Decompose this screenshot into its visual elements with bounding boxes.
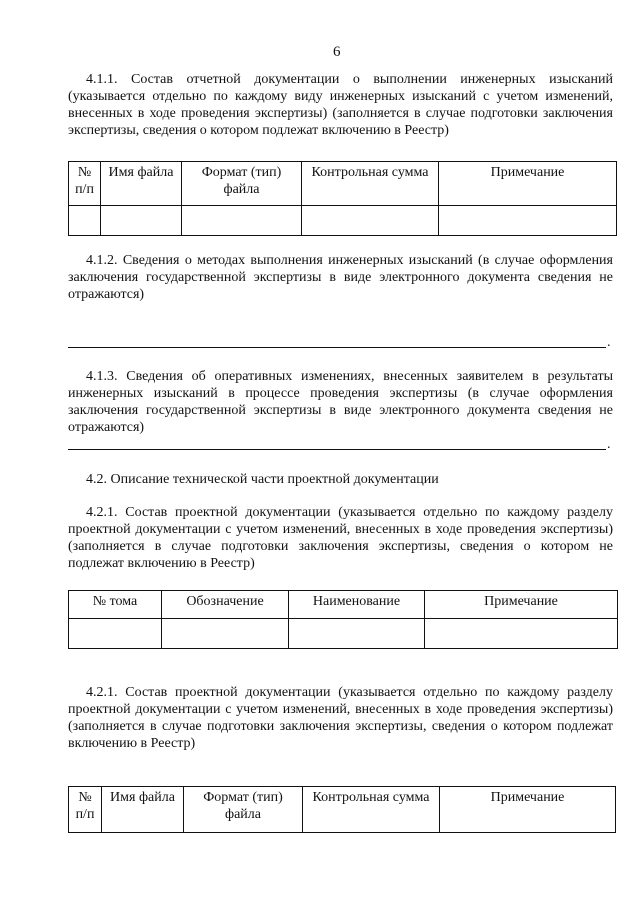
section-4-2-1-table [68,590,618,649]
section-4-2-1-registry-table [68,786,616,833]
fill-line-end: . [607,335,611,350]
col-header-checksum: Контрольная сумма [302,162,439,206]
fill-line [68,449,606,450]
col-header-note: Примечание [439,162,617,206]
col-header-note: Примечание [440,787,616,833]
col-header-designation: Обозначение [162,591,289,619]
col-header-number: № п/п [69,787,102,833]
section-4-2-1-registry-text: 4.2.1. Состав проектной документации (указывается отдельно по каждому разделу проектной документации с учетом изменений, внесенных в ходе проведения экспертизы) (заполняется в случае подготовки заключения экспертизы, сведения о котором подлежат включению в Реестр) [68,685,613,751]
col-header-number: № п/п [69,162,101,206]
table-header-row [69,591,618,619]
section-4-2-1-text: 4.2.1. Состав проектной документации (указывается отдельно по каждому разделу проектной документации с учетом изменений, внесенных в ходе проведения экспертизы) (заполняется в случае подготовки заключения экспертизы, сведения о котором не подлежат включению в Реестр) [68,505,613,571]
table-header-row [69,787,616,833]
section-4-1-2-text: 4.1.2. Сведения о методах выполнения инженерных изысканий (в случае оформления заключения государственной экспертизы в виде электронного документа сведения не отражаются) [68,253,613,302]
col-header-format: Формат (тип) файла [184,787,303,833]
fill-line-end: . [607,437,611,452]
col-header-filename: Имя файла [102,787,184,833]
page-number: 6 [333,44,341,60]
section-4-1-1-text: 4.1.1. Состав отчетной документации о выполнении инженерных изысканий (указывается отдельно по каждому виду инженерных изысканий с учетом изменений, внесенных в ходе проведения экспертизы) (заполняется в случае подготовки заключения экспертизы, сведения о котором подлежат включению в Реестр) [68,72,613,138]
table-row [69,619,618,649]
col-header-checksum: Контрольная сумма [303,787,440,833]
section-4-1-3-text: 4.1.3. Сведения об оперативных изменениях, внесенных заявителем в результаты инженерных изысканий в процессе проведения экспертизы (в случае оформления заключения государственной экспертизы в виде электронного документа сведения не отражаются) [68,369,613,435]
col-header-filename: Имя файла [101,162,182,206]
table-row [69,206,617,236]
col-header-volume: № тома [69,591,162,619]
section-4-2-heading: 4.2. Описание технической части проектной документации [86,472,439,487]
fill-line [68,347,606,348]
col-header-name: Наименование [289,591,425,619]
table-header-row [69,162,617,206]
col-header-format: Формат (тип) файла [182,162,302,206]
section-4-1-1-table [68,161,617,236]
col-header-note: Примечание [425,591,618,619]
